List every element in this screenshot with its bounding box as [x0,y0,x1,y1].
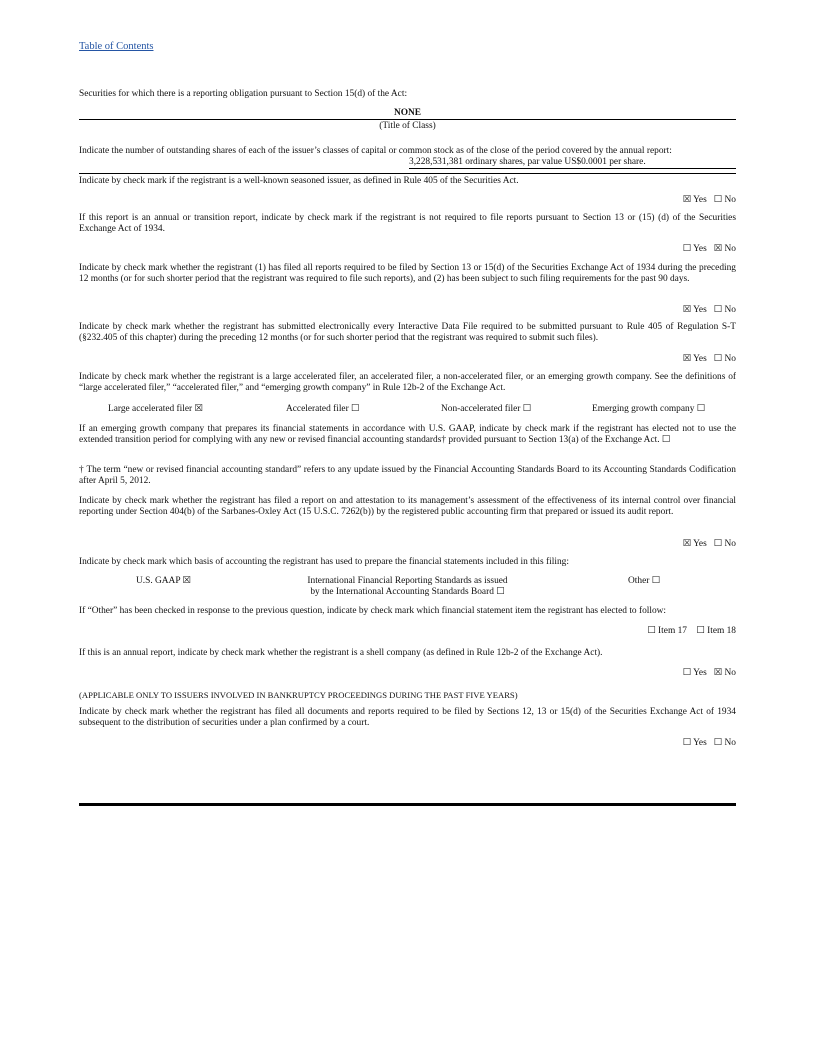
filer-type-question: Indicate by check mark whether the registrant is a large accelerated filer, an accelerated filer, a non-accelerated filer, or an emerging growth company. See the definitions of “large accelerated filer,” “accelerated filer,” and “emerging growth company” in Rule 12b-2 of the Exchange Act. [79,372,736,393]
interactive-yes-checkbox[interactable]: ☒ Yes [682,354,707,364]
attestation-question: Indicate by check mark whether the registrant has filed a report on and attestation to its management’s assessment of the effectiveness of its internal control over financial reporting under Section 404(b) of the Sarbanes-Oxley Act (15 U.S.C. 7262(b)) by the registered public accounting firm that prepared or issued its audit report. [79,496,736,517]
bankruptcy-yes-checkbox[interactable]: ☐ Yes [682,738,707,748]
accelerated-filer-checkbox[interactable]: Accelerated filer ☐ [286,404,360,414]
shell-no-checkbox[interactable]: ☒ No [713,668,736,678]
not-required-yes-checkbox[interactable]: ☐ Yes [682,244,707,254]
table-of-contents-link[interactable]: Table of Contents [79,41,154,52]
class-value: NONE [393,108,422,118]
class-rule [79,119,736,120]
class-caption: (Title of Class) [379,121,436,131]
filed-no-checkbox[interactable]: ☐ No [713,305,736,315]
ifrs-label-line-2: by the International Accounting Standards Board ☐ [310,587,505,597]
shell-company-answers [683,668,736,679]
interactive-data-answers [683,354,736,365]
outstanding-rule [409,168,736,169]
filed-reports-answers [683,305,736,316]
shell-company-question: If this is an annual report, indicate by check mark whether the registrant is a shell company (as defined in Rule 12b-2 of the Exchange Act). [79,648,603,658]
outstanding-shares-question: Indicate the number of outstanding shares of each of the issuer’s classes of capital or common stock as of the close of the period covered by the annual report: [79,146,672,156]
page-end-rule [79,803,736,806]
bankruptcy-heading: (APPLICABLE ONLY TO ISSUERS INVOLVED IN BANKRUPTCY PROCEEDINGS DURING THE PAST FIVE YEARS) [79,690,518,700]
other-item-question: If “Other” has been checked in response to the previous question, indicate by check mark which financial statement item the registrant has elected to follow: [79,606,667,616]
ifrs-option[interactable] [280,576,535,598]
attestation-answers [683,539,736,550]
wkssi-no-checkbox[interactable]: ☐ No [713,195,736,205]
bankruptcy-no-checkbox[interactable]: ☐ No [713,738,736,748]
reporting-obligation-text: Securities for which there is a reporting obligation pursuant to Section 15(d) of the Act: [79,89,408,99]
ifrs-label-line-1: International Financial Reporting Standards as issued [307,576,508,586]
section-rule [79,173,736,174]
not-required-question: If this report is an annual or transition report, indicate by check mark if the registrant is not required to file reports pursuant to Section 13 or (15) (d) of the Securities Exchange Act of 1934. [79,213,736,234]
item-17-checkbox[interactable]: ☐ Item 17 [647,626,687,636]
filed-yes-checkbox[interactable]: ☒ Yes [682,305,707,315]
item-18-checkbox[interactable]: ☐ Item 18 [696,626,736,636]
interactive-no-checkbox[interactable]: ☐ No [713,354,736,364]
wkssi-answers [683,195,736,206]
shell-yes-checkbox[interactable]: ☐ Yes [682,668,707,678]
accounting-standard-footnote: † The term “new or revised financial accounting standard” refers to any update issued by the Financial Accounting Standards Board to its Accounting Standards Codification after April 5, 2012. [79,465,736,486]
large-accelerated-filer-checkbox[interactable]: Large accelerated filer ☒ [108,404,203,414]
us-gaap-checkbox[interactable]: U.S. GAAP ☒ [136,576,191,586]
wkssi-question: Indicate by check mark if the registrant is a well-known seasoned issuer, as defined in Rule 405 of the Securities Act. [79,176,519,186]
bankruptcy-answers [683,738,736,749]
other-basis-checkbox[interactable]: Other ☐ [628,576,661,586]
interactive-data-question: Indicate by check mark whether the registrant has submitted electronically every Interactive Data File required to be submitted pursuant to Rule 405 of Regulation S-T (§232.405 of this chapter) during the preceding 12 months (or for such shorter period that the registrant was required to submit such files). [79,322,736,343]
egc-transition-question: If an emerging growth company that prepares its financial statements in accordance with U.S. GAAP, indicate by check mark if the registrant has elected not to use the extended transition period for complying with any new or revised financial accounting standards† provided pursuant to Section 13(a) of the Exchange Act. ☐ [79,424,736,445]
accounting-basis-question: Indicate by check mark which basis of accounting the registrant has used to prepare the financial statements included in this filing: [79,557,569,567]
attestation-no-checkbox[interactable]: ☐ No [713,539,736,549]
wkssi-yes-checkbox[interactable]: ☒ Yes [682,195,707,205]
non-accelerated-filer-checkbox[interactable]: Non-accelerated filer ☐ [441,404,532,414]
attestation-yes-checkbox[interactable]: ☒ Yes [682,539,707,549]
item-answers [647,626,736,637]
emerging-growth-company-checkbox[interactable]: Emerging growth company ☐ [592,404,706,414]
not-required-answers [683,244,736,255]
not-required-no-checkbox[interactable]: ☒ No [713,244,736,254]
filed-reports-question: Indicate by check mark whether the registrant (1) has filed all reports required to be filed by Section 13 or 15(d) of the Securities Exchange Act of 1934 during the preceding 12 months (or for such shorter period that the registrant was required to file such reports), and (2) has been subject to such filing requirements for the past 90 days. [79,263,736,284]
outstanding-shares-value: 3,228,531,381 ordinary shares, par value US$0.0001 per share. [409,157,646,167]
bankruptcy-question: Indicate by check mark whether the registrant has filed all documents and reports required to be filed by Sections 12, 13 or 15(d) of the Securities Exchange Act of 1934 subsequent to the distribution of securities under a plan confirmed by a court. [79,707,736,728]
